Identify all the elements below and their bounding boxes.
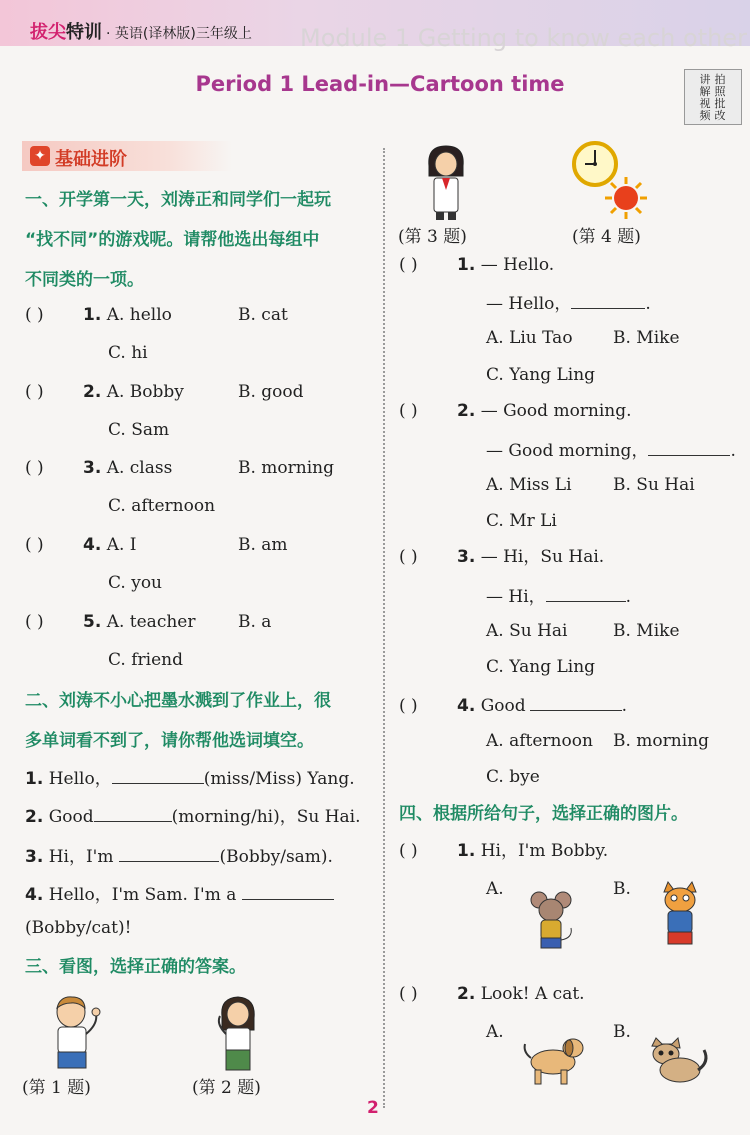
boy-illustration [38, 994, 108, 1072]
dialog-line-2: — Good morning， [486, 441, 649, 461]
item-prefix: Good [48, 807, 94, 827]
part1-instruction-line2: “找不同”的游戏呢。请帮他选出每组中 [25, 230, 320, 250]
item-number: 5. [83, 612, 102, 632]
answer-paren[interactable]: ( ) [25, 305, 44, 325]
item-prefix: Hello，I'm Sam. I'm a [48, 885, 237, 905]
item-suffix: (miss/Miss) Yang. [203, 769, 355, 789]
fill-blank[interactable] [530, 692, 622, 711]
item-number: 1. [25, 769, 44, 789]
cat-illustration [656, 880, 704, 950]
page-title: Period 1 Lead-in—Cartoon time [195, 72, 565, 96]
fill-blank[interactable] [546, 583, 626, 602]
part1-item-1 [25, 304, 172, 326]
fill-blank[interactable] [112, 765, 204, 784]
answer-paren[interactable]: ( ) [399, 255, 418, 275]
part3-q1-option-a: A. Liu Tao [486, 328, 573, 348]
part1-item-1-option-b: B. cat [238, 305, 288, 325]
sun-icon [604, 176, 648, 220]
part1-item-3 [25, 457, 172, 479]
fill-blank[interactable] [648, 437, 730, 456]
dialog-line-1: Good [480, 696, 526, 716]
part3-q2-option-c: C. Mr Li [486, 511, 557, 531]
sentence-text: Hi，I'm Bobby. [480, 841, 609, 861]
part4-q1-option-b: B. [613, 879, 631, 899]
part1-item-2-option-b: B. good [238, 382, 304, 402]
part3-q1-line2: — Hello， . [486, 290, 651, 315]
item-number: 2. [457, 401, 476, 421]
part1-item-5-option-b: B. a [238, 612, 272, 632]
part2-item-4-suffix: (Bobby/cat)! [25, 918, 132, 938]
cat-sitting-illustration [646, 1036, 712, 1086]
girl-illustration [210, 994, 266, 1076]
part4-q1-option-a: A. [486, 879, 504, 899]
part3-q2-option-b: B. Su Hai [613, 475, 695, 495]
girl-teacher-illustration [421, 144, 471, 222]
option-a: A. class [106, 458, 173, 478]
item-number: 4. [83, 535, 102, 555]
item-number: 3. [457, 547, 476, 567]
item-number: 2. [25, 807, 44, 827]
caption-q4: (第 4 题) [572, 227, 641, 247]
fill-blank[interactable] [571, 290, 645, 309]
qr-col-video: 讲解视频 [699, 73, 711, 122]
runner-icon: ✦ [30, 146, 50, 166]
caption-q2: (第 2 题) [192, 1078, 261, 1098]
book-subtitle: · 英语(译林版)三年级上 [106, 26, 252, 42]
part4-q1 [399, 840, 608, 862]
part3-q4-option-a: A. afternoon [486, 731, 593, 751]
part1-item-1-option-c: C. hi [108, 343, 148, 363]
mouse-illustration [527, 890, 577, 952]
brand [30, 18, 252, 44]
sentence-text: Look! A cat. [480, 984, 585, 1004]
brand-part-2: 特训 [66, 22, 102, 43]
part1-item-3-option-b: B. morning [238, 458, 334, 478]
part1-item-5-option-c: C. friend [108, 650, 183, 670]
dialog-line-2: — Hello， [486, 294, 572, 314]
part4-q2-option-b: B. [613, 1022, 631, 1042]
part3-q3-line2: — Hi， . [486, 583, 631, 608]
part3-q4: ( ) 4. Good . [399, 692, 627, 717]
option-a: A. hello [106, 305, 172, 325]
part4-instruction: 四、根据所给句子，选择正确的图片。 [399, 804, 688, 824]
part1-item-4-option-c: C. you [108, 573, 162, 593]
caption-q3: (第 3 题) [398, 227, 467, 247]
part3-q3-option-b: B. Mike [613, 621, 680, 641]
answer-paren[interactable]: ( ) [399, 984, 418, 1004]
item-number: 2. [457, 984, 476, 1004]
dialog-line-1: — Good morning. [480, 401, 632, 421]
part2-instruction-line2: 多单词看不到了，请你帮他选词填空。 [25, 731, 314, 751]
part3-q3-option-c: C. Yang Ling [486, 657, 596, 677]
caption-q1: (第 1 题) [22, 1078, 91, 1098]
part3-q4-option-c: C. bye [486, 767, 540, 787]
part3-q2 [399, 400, 632, 422]
part3-q3 [399, 546, 604, 568]
part3-q2-option-a: A. Miss Li [486, 475, 572, 495]
answer-paren[interactable]: ( ) [399, 401, 418, 421]
dialog-line-2: — Hi， [486, 587, 546, 607]
part3-q1-option-c: C. Yang Ling [486, 365, 596, 385]
part2-instruction-line1: 二、刘涛不小心把墨水溅到了作业上，很 [25, 691, 331, 711]
item-number: 3. [83, 458, 102, 478]
item-number: 3. [25, 847, 44, 867]
answer-paren[interactable]: ( ) [399, 547, 418, 567]
part2-item-3 [25, 843, 333, 868]
option-a: A. Bobby [106, 382, 184, 402]
item-number: 1. [457, 841, 476, 861]
dialog-line-1: — Hello. [480, 255, 555, 275]
dialog-line-1: — Hi，Su Hai. [480, 547, 605, 567]
item-number: 2. [83, 382, 102, 402]
item-prefix: Hi，I'm [48, 847, 114, 867]
part2-item-2 [25, 803, 361, 828]
part3-instruction: 三、看图，选择正确的答案。 [25, 957, 246, 977]
part3-q4-option-b: B. morning [613, 731, 709, 751]
answer-paren[interactable]: ( ) [25, 535, 44, 555]
part3-q3-option-a: A. Su Hai [486, 621, 568, 641]
item-suffix: (Bobby/sam). [219, 847, 333, 867]
item-prefix: Hello， [48, 769, 112, 789]
answer-paren[interactable]: ( ) [399, 696, 418, 716]
part1-item-4 [25, 534, 137, 556]
ghost-module-text: Module 1 Getting to know each other [300, 24, 747, 52]
part2-item-1 [25, 765, 355, 790]
section-badge-label: 基础进阶 [55, 149, 127, 170]
part1-item-3-option-c: C. afternoon [108, 496, 216, 516]
part1-instruction-line1: 一、开学第一天，刘涛正和同学们一起玩 [25, 190, 331, 210]
fill-blank[interactable] [242, 881, 334, 900]
section-badge [22, 141, 232, 171]
item-suffix: (morning/hi)，Su Hai. [171, 807, 361, 827]
part1-instruction-line3: 不同类的一项。 [25, 270, 144, 290]
column-divider [383, 148, 385, 1108]
answer-paren[interactable]: ( ) [25, 612, 44, 632]
part1-item-2-option-c: C. Sam [108, 420, 170, 440]
item-number: 4. [25, 885, 44, 905]
fill-blank[interactable] [94, 803, 172, 822]
part3-q2-line2: — Good morning， . [486, 437, 736, 462]
brand-part-1: 拔尖 [30, 22, 66, 43]
part1-item-4-option-b: B. am [238, 535, 288, 555]
part3-q1 [399, 254, 554, 276]
qr-box[interactable] [684, 69, 742, 125]
item-number: 1. [457, 255, 476, 275]
fill-blank[interactable] [119, 843, 219, 862]
part3-q1-option-b: B. Mike [613, 328, 680, 348]
answer-paren[interactable]: ( ) [25, 382, 44, 402]
option-a: A. I [106, 535, 137, 555]
part1-item-5 [25, 611, 195, 633]
answer-paren[interactable]: ( ) [399, 841, 418, 861]
item-number: 4. [457, 696, 476, 716]
item-number: 1. [83, 305, 102, 325]
part2-item-4 [25, 881, 334, 906]
page-number: 2 [367, 1098, 379, 1118]
option-a: A. teacher [106, 612, 196, 632]
part4-q2-option-a: A. [486, 1022, 504, 1042]
answer-paren[interactable]: ( ) [25, 458, 44, 478]
qr-col-photo-correct: 拍照批改 [714, 73, 726, 122]
part1-item-2 [25, 381, 184, 403]
dog-illustration [519, 1032, 587, 1088]
part4-q2 [399, 983, 585, 1005]
